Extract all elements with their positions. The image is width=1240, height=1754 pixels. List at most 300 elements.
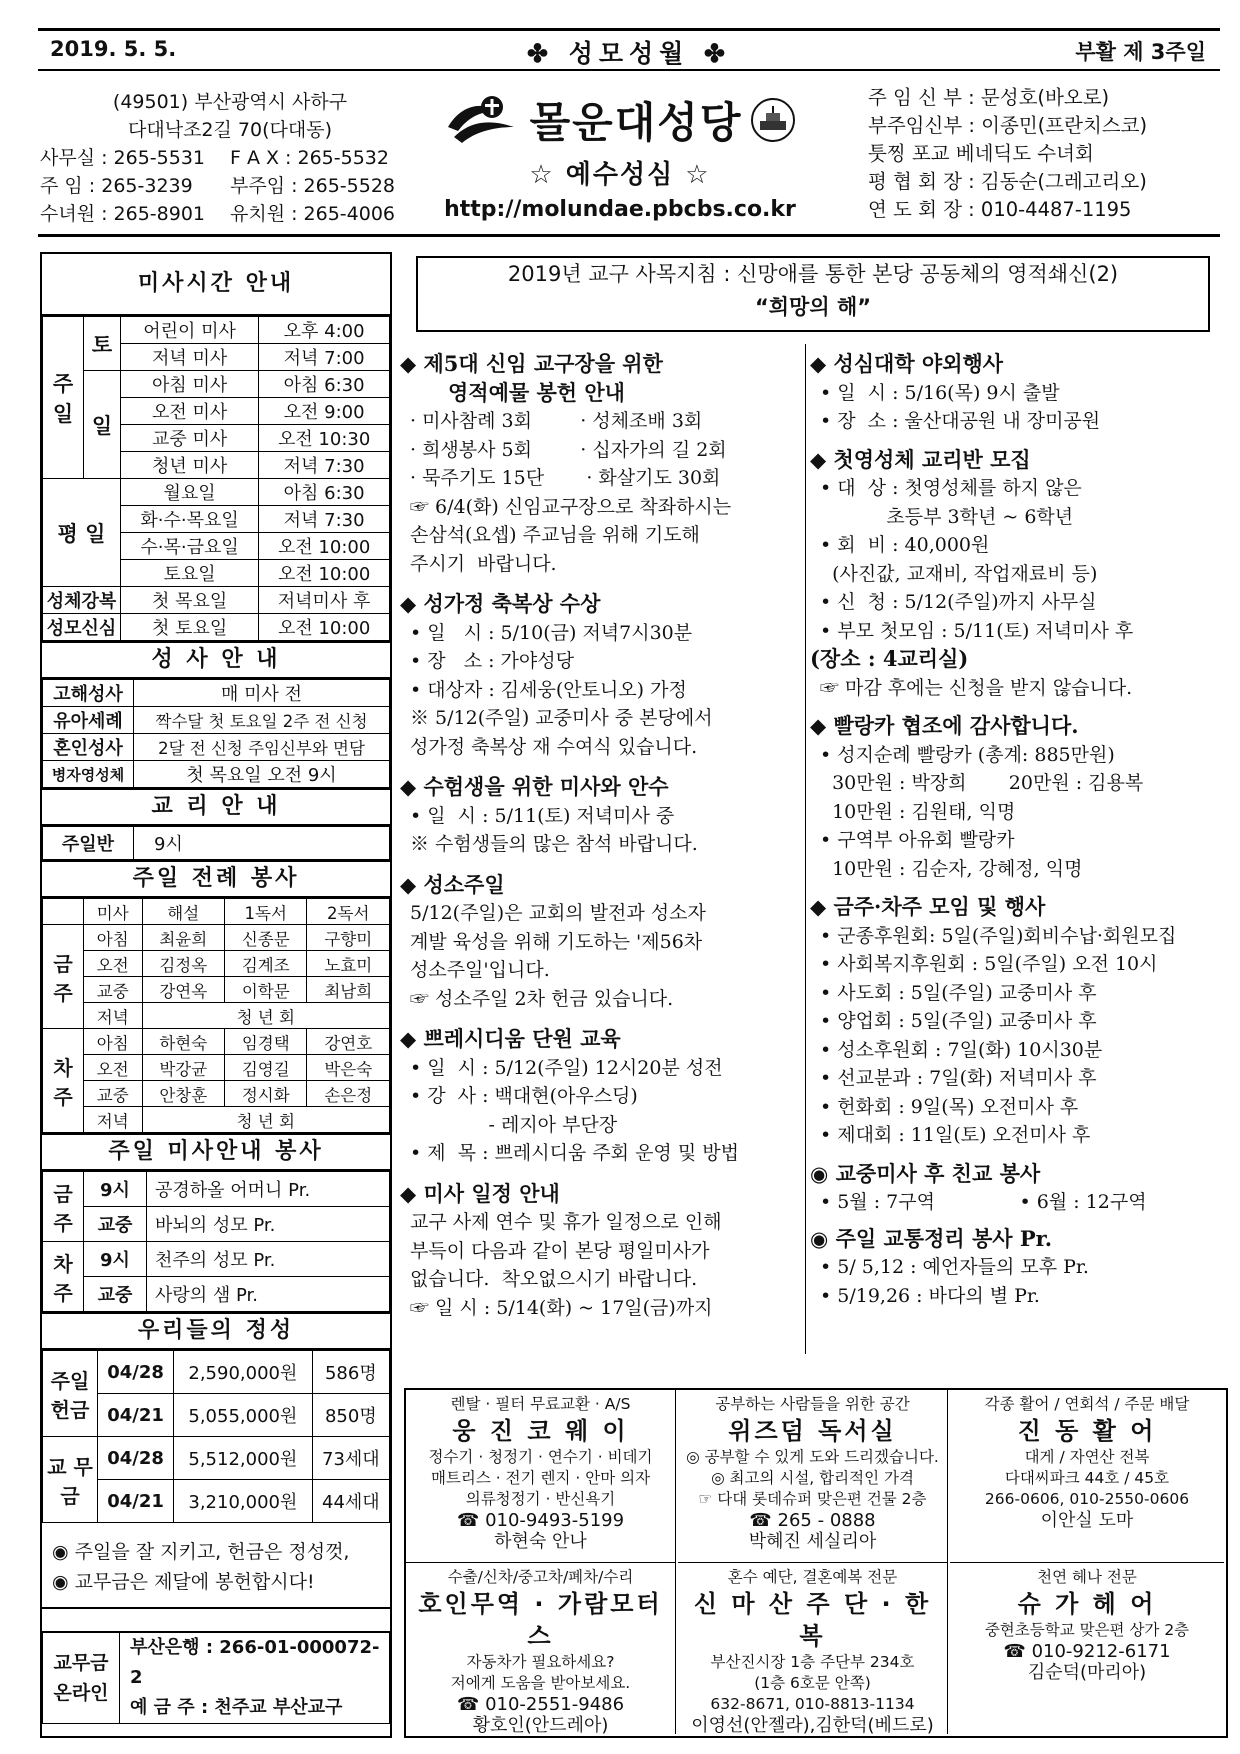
- offering-count: 586명: [312, 1351, 389, 1394]
- notice-line: ※ 수험생들의 많은 참석 바랍니다.: [410, 833, 698, 855]
- mass-name: 아침 미사: [121, 371, 259, 398]
- ads-section: [404, 1388, 1228, 1738]
- offering-count: 850명: [312, 1394, 389, 1437]
- server-name: 박은숙: [307, 1055, 390, 1081]
- server-name: 임경택: [224, 1029, 306, 1055]
- offering-amount: 2,590,000원: [174, 1351, 313, 1394]
- phone-row: [40, 200, 420, 228]
- liturgy-service-title: 주일 전례 봉사: [42, 860, 390, 898]
- column-header: 2독서: [307, 899, 390, 925]
- offering-count: 44세대: [312, 1480, 389, 1523]
- offering-amount: 5,512,000원: [174, 1437, 313, 1480]
- ad-tagline: 각종 활어 / 연회석 / 주문 배달: [984, 1395, 1190, 1413]
- notice-heading: ◆ 수험생을 위한 미사와 안수: [400, 774, 669, 799]
- theme-line-1: 2019년 교구 사목지침 : 신망애를 통한 본당 공동체의 영적쇄신(2): [507, 262, 1119, 286]
- mass-slot: 아침: [84, 1029, 143, 1055]
- mass-slot: 오전: [84, 1055, 143, 1081]
- praesidium-name: 바뇌의 성모 Pr.: [147, 1207, 390, 1242]
- mass-time: 저녁 7:00: [259, 344, 390, 371]
- mass-time: 저녁 7:30: [259, 506, 390, 533]
- mass-time: 오전 10:00: [259, 533, 390, 560]
- notice-line: • 성소후원회 : 7일(화) 10시30분: [820, 1038, 1103, 1061]
- liturgical-week: 부활 제 3주일: [1075, 40, 1206, 64]
- ad-phone: ☎ 265 - 0888: [749, 1510, 876, 1531]
- phone-row: [40, 144, 420, 172]
- notice-line: 성가정 축복상 재 수여식 있습니다.: [410, 735, 698, 758]
- ad-detail: 매트리스 · 전기 렌지 · 안마 의자: [430, 1469, 651, 1487]
- table-row: [43, 1207, 390, 1242]
- notice-section: [810, 446, 1220, 703]
- notice-line: ◉ 교무금은 제달에 봉헌합시다!: [52, 1571, 315, 1593]
- notice-heading: ◆ 제5대 신임 교구장을 위한: [400, 351, 663, 376]
- mass-slot: 9시: [84, 1172, 147, 1207]
- server-name: 김계조: [224, 951, 306, 977]
- sacrament-name: 고해성사: [43, 680, 134, 707]
- ad-name: 신 마 산 주 단 · 한 복: [693, 1590, 932, 1650]
- notice-line: • 구역부 아유회 빨랑카: [820, 829, 1015, 851]
- notice-line: • 신 청 : 5/12(주일)까지 사무실: [820, 591, 1097, 613]
- column-header: 미사: [84, 899, 143, 925]
- mass-time: 오전 10:30: [259, 425, 390, 452]
- table-row: [43, 761, 390, 788]
- offering-amount: 5,055,000원: [174, 1394, 313, 1437]
- phone-pastor: 주 임 : 265-3239: [40, 175, 193, 197]
- ad-box: [678, 1390, 948, 1562]
- mass-time: 오후 4:00: [259, 317, 390, 344]
- phone-row: [40, 172, 420, 200]
- mass-time: 오전 10:00: [259, 560, 390, 587]
- catechism-class: 주일반: [43, 827, 134, 860]
- notice-line: • 일 시 : 5/12(주일) 12시20분 성전: [410, 1056, 723, 1079]
- server-name: 하현숙: [142, 1029, 224, 1055]
- pastoral-theme-box: [416, 256, 1210, 332]
- table-row: [43, 587, 390, 614]
- ad-detail: 중현초등학교 맞은편 상가 2층: [984, 1621, 1190, 1639]
- offering-date: 04/28: [98, 1351, 174, 1394]
- sacraments-table: [42, 679, 390, 788]
- notice-line: · 묵주기도 15단 · 화살기도 30회: [410, 467, 721, 489]
- announcements-column-right: [810, 344, 1220, 1320]
- notice-line: 없습니다. 착오없으시기 바랍니다.: [410, 1268, 698, 1290]
- announcements-column-left: [400, 344, 804, 1332]
- sacrament-name: 병자영성체: [43, 761, 134, 788]
- ad-detail: 정수기 · 청정기 · 연수기 · 비데기: [428, 1448, 653, 1466]
- sacrament-info: 매 미사 전: [134, 680, 390, 707]
- ad-detail: 632-8671, 010-8813-1134: [710, 1695, 915, 1713]
- notice-line: ☞ 마감 후에는 신청을 받지 않습니다.: [820, 676, 1133, 699]
- server-group: 청 년 회: [142, 1003, 390, 1029]
- ad-detail: ◎ 공부할 수 있게 도와 드리겠습니다.: [686, 1448, 939, 1466]
- sacraments-title: 성 사 안 내: [42, 641, 390, 679]
- notice-line: - 레지아 부단장: [410, 1113, 618, 1136]
- notice-line: 성소주일'입니다.: [410, 959, 550, 981]
- offering-title: 우리들의 정성: [42, 1312, 390, 1350]
- notice-heading: ◆ 성심대학 야외행사: [810, 351, 1004, 376]
- notice-heading: ◉ 교중미사 후 친교 봉사: [810, 1160, 1041, 1186]
- server-name: 최윤희: [142, 925, 224, 951]
- mass-time: 오전 9:00: [259, 398, 390, 425]
- table-row: [43, 951, 390, 977]
- server-name: 신종문: [224, 925, 306, 951]
- notice-line: 계발 육성을 위해 기도하는 '제56차: [410, 930, 703, 953]
- ad-phone: ☎ 010-9493-5199: [456, 1510, 625, 1531]
- notice-line: ☞ 6/4(화) 신임교구장으로 착좌하시는: [410, 495, 732, 518]
- bulletin-date: 2019. 5. 5.: [50, 37, 177, 61]
- phone-kindergarten: 유치원 : 265-4006: [230, 203, 396, 225]
- table-row: [43, 371, 390, 398]
- dues-label: 교 무 금: [43, 1437, 98, 1523]
- mass-name: 어린이 미사: [121, 317, 259, 344]
- sacrament-name: 유아세례: [43, 707, 134, 734]
- server-name: 최남희: [307, 977, 390, 1003]
- staff-line: 평 협 회 장 : 김동순(그레고리오): [868, 170, 1147, 193]
- notice-heading: ◆ 금주·차주 모임 및 행사: [810, 894, 1046, 919]
- server-name: 김정옥: [142, 951, 224, 977]
- sunday-offering-label: 주일 헌금: [43, 1351, 98, 1437]
- server-name: 이학문: [224, 977, 306, 1003]
- mass-slot: 교중: [84, 1277, 147, 1312]
- ad-tagline: 렌탈 · 필터 무료교환 · A/S: [450, 1395, 631, 1413]
- notice-section: [400, 1180, 804, 1323]
- mass-slot: 교중: [84, 1081, 143, 1107]
- table-row: [43, 614, 390, 641]
- sunday-day-label: 일: [84, 371, 121, 479]
- ad-detail: 다대씨파크 44호 / 45호: [1004, 1469, 1170, 1487]
- notice-section: [400, 350, 804, 578]
- special-time: 저녁미사 후: [259, 587, 390, 614]
- website-link[interactable]: http://molundae.pbcbs.co.kr: [444, 197, 796, 222]
- mass-slot: 저녁: [84, 1003, 143, 1029]
- ad-name: 위즈덤 독서실: [728, 1417, 897, 1445]
- table-row: [43, 707, 390, 734]
- notice-line: · 미사참례 3회 · 성체조배 3회: [410, 410, 703, 432]
- notice-line: • 부모 첫모임 : 5/11(토) 저녁미사 후: [820, 619, 1134, 642]
- notice-line: • 5/19,26 : 바다의 별 Pr.: [820, 1284, 1040, 1307]
- notice-subheading: 영적예물 봉헌 안내: [448, 379, 625, 405]
- mass-slot: 저녁: [84, 1107, 143, 1133]
- account-holder: 예 금 주 : 천주교 부산교구: [130, 1697, 343, 1718]
- mass-slot: 교중: [84, 977, 143, 1003]
- ad-tagline: 공부하는 사람들을 위한 공간: [715, 1395, 910, 1413]
- notice-section: [810, 893, 1220, 1150]
- table-row: [43, 1632, 390, 1724]
- ad-name: 호인무역 · 가람모터스: [418, 1590, 663, 1650]
- ad-contact-person: 하현숙 안나: [494, 1531, 587, 1552]
- ad-name: 웅 진 코 웨 이: [452, 1417, 629, 1445]
- ad-detail: ◎ 최고의 시설, 합리적인 가격: [711, 1469, 914, 1487]
- ad-detail: 266-0606, 010-2550-0606: [984, 1490, 1190, 1508]
- praesidium-name: 사랑의 샘 Pr.: [147, 1277, 390, 1312]
- ad-tagline: 천연 헤나 전문: [1037, 1568, 1137, 1586]
- staff-list: [868, 84, 1228, 224]
- notice-line: • 대상자 : 김세웅(안토니오) 가정: [410, 678, 687, 701]
- ad-phone: ☎ 010-2551-9486: [456, 1694, 625, 1715]
- notice-line: (사진값, 교재비, 작업재료비 등): [820, 562, 1098, 585]
- ad-box: [950, 1562, 1224, 1734]
- month-title: ✤ 성모성월 ✤: [527, 39, 731, 68]
- notice-line: • 성지순례 빨랑카 (총계: 885만원): [820, 743, 1115, 766]
- special-label: 성체강복: [43, 587, 121, 614]
- notice-section: [400, 1025, 804, 1168]
- catechism-time: 9시: [134, 827, 390, 860]
- notice-line: • 제 목 : 쁘레시디움 주회 운영 및 방법: [410, 1142, 739, 1164]
- notice-line: • 대 상 : 첫영성체를 하지 않은: [820, 477, 1082, 499]
- staff-line: 툿찡 포교 베네딕도 수녀회: [868, 142, 1094, 165]
- notice-line: • 헌화회 : 9일(목) 오전미사 후: [820, 1095, 1079, 1118]
- notice-line: 교구 사제 연수 및 휴가 일정으로 인해: [410, 1211, 722, 1233]
- notice-line-bold: (장소 : 4교리실): [810, 646, 969, 671]
- parish-motto: ☆ 예수성심 ☆: [529, 160, 711, 190]
- notice-line: • 일 시 : 5/10(금) 저녁7시30분: [410, 621, 693, 644]
- offering-amount: 3,210,000원: [174, 1480, 313, 1523]
- ad-detail: (1층 6호문 안쪽): [754, 1674, 871, 1692]
- notice-line: 손삼석(요셉) 주교님을 위해 기도해: [410, 524, 700, 546]
- table-row: [43, 1003, 390, 1029]
- notice-section: [400, 773, 804, 859]
- table-row: [43, 1437, 390, 1480]
- mass-day: 화·수·목요일: [121, 506, 259, 533]
- ad-contact-person: 김순덕(마리아): [1027, 1662, 1147, 1683]
- mass-times-title: 미사시간 안내: [42, 254, 390, 316]
- table-row: [43, 1242, 390, 1277]
- offering-count: 73세대: [312, 1437, 389, 1480]
- ad-box: [406, 1390, 676, 1562]
- emblem-icon: [750, 97, 796, 143]
- praesidium-name: 공경하올 어머니 Pr.: [147, 1172, 390, 1207]
- table-row: [43, 680, 390, 707]
- praesidium-name: 천주의 성모 Pr.: [147, 1242, 390, 1277]
- offering-date: 04/21: [98, 1480, 174, 1523]
- notice-line: • 양업회 : 5일(주일) 교중미사 후: [820, 1010, 1097, 1032]
- notice-heading: ◆ 성소주일: [400, 871, 505, 897]
- church-logo-icon: [444, 93, 522, 147]
- mass-day: 월요일: [121, 479, 259, 506]
- notice-section: [810, 1225, 1220, 1311]
- notice-line: · 희생봉사 5회 · 십자가의 길 2회: [410, 438, 727, 461]
- liturgy-service-table: [42, 898, 390, 1133]
- mass-time: 아침 6:30: [259, 371, 390, 398]
- mass-name: 청년 미사: [121, 452, 259, 479]
- address-line-2: 다대낙조2길 70(다대동): [128, 119, 332, 141]
- ad-name: 슈 가 헤 어: [1017, 1590, 1157, 1618]
- mass-name: 오전 미사: [121, 398, 259, 425]
- phone-convent: 수녀원 : 265-8901: [40, 203, 206, 225]
- offering-date: 04/28: [98, 1437, 174, 1480]
- notice-line: • 일 시 : 5/11(토) 저녁미사 중: [410, 804, 675, 827]
- notice-heading: ◆ 미사 일정 안내: [400, 1180, 560, 1206]
- offering-table: [42, 1350, 390, 1523]
- ad-contact-person: 박혜진 세실리아: [748, 1531, 877, 1552]
- notice-line: 30만원 : 박장희 20만원 : 김용복: [820, 772, 1144, 794]
- table-row: [43, 925, 390, 951]
- notice-line: • 사도회 : 5일(주일) 교중미사 후: [820, 981, 1097, 1004]
- this-week-label: 금 주: [43, 925, 84, 1029]
- ad-box: [950, 1390, 1224, 1562]
- table-row: [43, 899, 390, 925]
- header-divider: [38, 234, 1220, 237]
- server-name: 김영길: [224, 1055, 306, 1081]
- table-row: [43, 1277, 390, 1312]
- notice-line: 5/12(주일)은 교회의 발전과 성소자: [410, 902, 706, 924]
- table-row: [43, 734, 390, 761]
- mass-slot: 교중: [84, 1207, 147, 1242]
- notice-line: • 5월 : 7구역 • 6월 : 12구역: [820, 1191, 1147, 1213]
- notice-line: ☞ 성소주일 2차 헌금 있습니다.: [410, 987, 674, 1010]
- column-header: 해설: [142, 899, 224, 925]
- notice-line: • 회 비 : 40,000원: [820, 534, 990, 556]
- notice-line: • 장 소 : 가야성당: [410, 650, 574, 672]
- ad-contact-person: 황호인(안드레아): [472, 1715, 609, 1736]
- top-bar: [38, 28, 1220, 71]
- church-name: 몰운대성당: [529, 98, 743, 147]
- table-row: [43, 1081, 390, 1107]
- catechism-table: [42, 826, 390, 860]
- staff-line: 부주임신부 : 이종민(프란치스코): [868, 114, 1148, 137]
- server-name: 노효미: [307, 951, 390, 977]
- notice-line: 부득이 다음과 같이 본당 평일미사가: [410, 1239, 710, 1262]
- table-row: [43, 1029, 390, 1055]
- notice-line: 10만원 : 김순자, 강혜정, 익명: [820, 857, 1083, 880]
- notice-line: • 강 사 : 백대현(아우스딩): [410, 1085, 638, 1107]
- table-row: [43, 317, 390, 344]
- sacrament-info: 2달 전 신청 주임신부와 면담: [134, 734, 390, 761]
- server-name: 구향미: [307, 925, 390, 951]
- sunday-label: 주 일: [43, 317, 84, 479]
- notice-line: 초등부 3학년 ~ 6학년: [820, 505, 1074, 528]
- mass-name: 저녁 미사: [121, 344, 259, 371]
- theme-line-2: “희망의 해”: [754, 295, 872, 319]
- notice-line: ☞ 일 시 : 5/14(화) ~ 17일(금)까지: [410, 1296, 713, 1319]
- bank-info: [120, 1632, 390, 1724]
- notice-section: [400, 590, 804, 761]
- notice-line: 10만원 : 김원태, 익명: [820, 800, 1016, 823]
- server-name: 정시화: [224, 1081, 306, 1107]
- ad-name: 진 동 활 어: [1017, 1417, 1157, 1445]
- saturday-label: 토: [84, 317, 121, 371]
- mass-time: 저녁 7:30: [259, 452, 390, 479]
- catechism-title: 교 리 안 내: [42, 788, 390, 826]
- sacrament-name: 혼인성사: [43, 734, 134, 761]
- mass-name: 교중 미사: [121, 425, 259, 452]
- special-time: 오전 10:00: [259, 614, 390, 641]
- ad-phone: ☎ 010-9212-6171: [1003, 1641, 1171, 1662]
- server-name: 손은정: [307, 1081, 390, 1107]
- bank-account: 부산은행 : 266-01-000072-2: [130, 1637, 380, 1688]
- ad-detail: 부산진시장 1층 주단부 234호: [710, 1653, 915, 1671]
- ad-detail: ☞ 다대 롯데슈퍼 맞은편 건물 2층: [698, 1490, 927, 1508]
- ad-tagline: 수출/신차/중고차/폐차/수리: [447, 1568, 634, 1586]
- sidebar: [40, 252, 392, 1738]
- table-row: [43, 1107, 390, 1133]
- special-day: 첫 토요일: [121, 614, 259, 641]
- server-name: 안창훈: [142, 1081, 224, 1107]
- ad-detail: 저에게 도움을 받아보세요.: [450, 1674, 631, 1692]
- ad-tagline: 혼수 예단, 결혼예복 전문: [727, 1568, 898, 1586]
- table-row: [43, 1055, 390, 1081]
- notice-line: ◉ 주일을 잘 지키고, 헌금은 정성껏,: [52, 1541, 350, 1563]
- notice-section: [810, 712, 1220, 883]
- table-row: [43, 1172, 390, 1207]
- contact-block: [40, 88, 420, 228]
- notice-line: • 제대회 : 11일(토) 오전미사 후: [820, 1124, 1091, 1146]
- address-line-1: (49501) 부산광역시 사하구: [112, 91, 348, 113]
- mass-slot: 아침: [84, 925, 143, 951]
- notice-heading: ◆ 성가정 축복상 수상: [400, 591, 601, 616]
- server-name: 박강균: [142, 1055, 224, 1081]
- mass-guide-title: 주일 미사안내 봉사: [42, 1133, 390, 1171]
- online-dues-table: [42, 1631, 390, 1724]
- phone-assistant: 부주임 : 265-5528: [230, 175, 396, 197]
- server-name: 강연호: [307, 1029, 390, 1055]
- weekday-label: 평 일: [43, 479, 121, 587]
- sacrament-info: 짝수달 첫 토요일 2주 전 신청: [134, 707, 390, 734]
- notice-line: 주시기 바랍니다.: [410, 552, 557, 575]
- mass-times-table: [42, 316, 390, 641]
- notice-section: [810, 350, 1220, 436]
- mass-slot: 오전: [84, 951, 143, 977]
- church-brand: [430, 90, 810, 222]
- phone-fax: F A X : 265-5532: [230, 147, 389, 169]
- ad-contact-person: 이안실 도마: [1040, 1510, 1134, 1531]
- next-week-label: 차 주: [43, 1029, 84, 1133]
- mass-day: 토요일: [121, 560, 259, 587]
- notice-line: • 장 소 : 울산대공원 내 장미공원: [820, 410, 1101, 432]
- sacrament-info: 첫 목요일 오전 9시: [134, 761, 390, 788]
- special-day: 첫 목요일: [121, 587, 259, 614]
- mass-guide-table: [42, 1171, 390, 1312]
- notice-heading: ◉ 주일 교통정리 봉사 Pr.: [810, 1225, 1053, 1251]
- mass-day: 수·목·금요일: [121, 533, 259, 560]
- column-divider: [805, 344, 806, 1354]
- notice-line: • 선교분과 : 7일(화) 저녁미사 후: [820, 1067, 1097, 1089]
- server-name: 강연옥: [142, 977, 224, 1003]
- phone-office: 사무실 : 265-5531: [40, 147, 206, 169]
- this-week-label: 금 주: [43, 1172, 84, 1242]
- next-week-label: 차 주: [43, 1242, 84, 1312]
- staff-line: 연 도 회 장 : 010-4487-1195: [868, 198, 1132, 221]
- ad-box: [678, 1562, 948, 1734]
- offering-date: 04/21: [98, 1394, 174, 1437]
- online-dues-label: 교무금 온라인: [43, 1632, 120, 1724]
- notice-section: [810, 1160, 1220, 1217]
- ad-detail: 대게 / 자연산 전복: [1024, 1448, 1150, 1466]
- table-row: [43, 1351, 390, 1394]
- table-row: [43, 479, 390, 506]
- notice-line: • 5/ 5,12 : 예언자들의 모후 Pr.: [820, 1256, 1089, 1278]
- server-group: 청 년 회: [142, 1107, 390, 1133]
- notice-heading: ◆ 빨랑카 협조에 감사합니다.: [810, 713, 1079, 738]
- notice-line: • 군종후원회: 5일(주일)회비수납·회원모집: [820, 924, 1177, 947]
- notice-section: [400, 871, 804, 1014]
- notice-heading: ◆ 쁘레시디움 단원 교육: [400, 1026, 621, 1051]
- ad-contact-person: 이영선(안젤라),김한덕(베드로): [691, 1715, 934, 1736]
- ad-detail: 자동차가 필요하세요?: [466, 1653, 615, 1671]
- notice-line: • 일 시 : 5/16(목) 9시 출발: [820, 381, 1060, 404]
- mass-time: 아침 6:30: [259, 479, 390, 506]
- notice-line: ※ 5/12(주일) 교중미사 중 본당에서: [410, 707, 713, 729]
- mass-slot: 9시: [84, 1242, 147, 1277]
- notice-heading: ◆ 첫영성체 교리반 모집: [810, 446, 1031, 472]
- ad-detail: 의류청정기 · 반신욕기: [465, 1490, 616, 1508]
- table-row: [43, 977, 390, 1003]
- ad-box: [406, 1562, 676, 1734]
- offering-notice: [42, 1523, 390, 1609]
- special-label: 성모신심: [43, 614, 121, 641]
- staff-line: 주 임 신 부 : 문성호(바오로): [868, 86, 1110, 109]
- notice-line: • 사회복지후원회 : 5일(주일) 오전 10시: [820, 953, 1158, 975]
- table-row: [43, 827, 390, 860]
- column-header: 1독서: [224, 899, 306, 925]
